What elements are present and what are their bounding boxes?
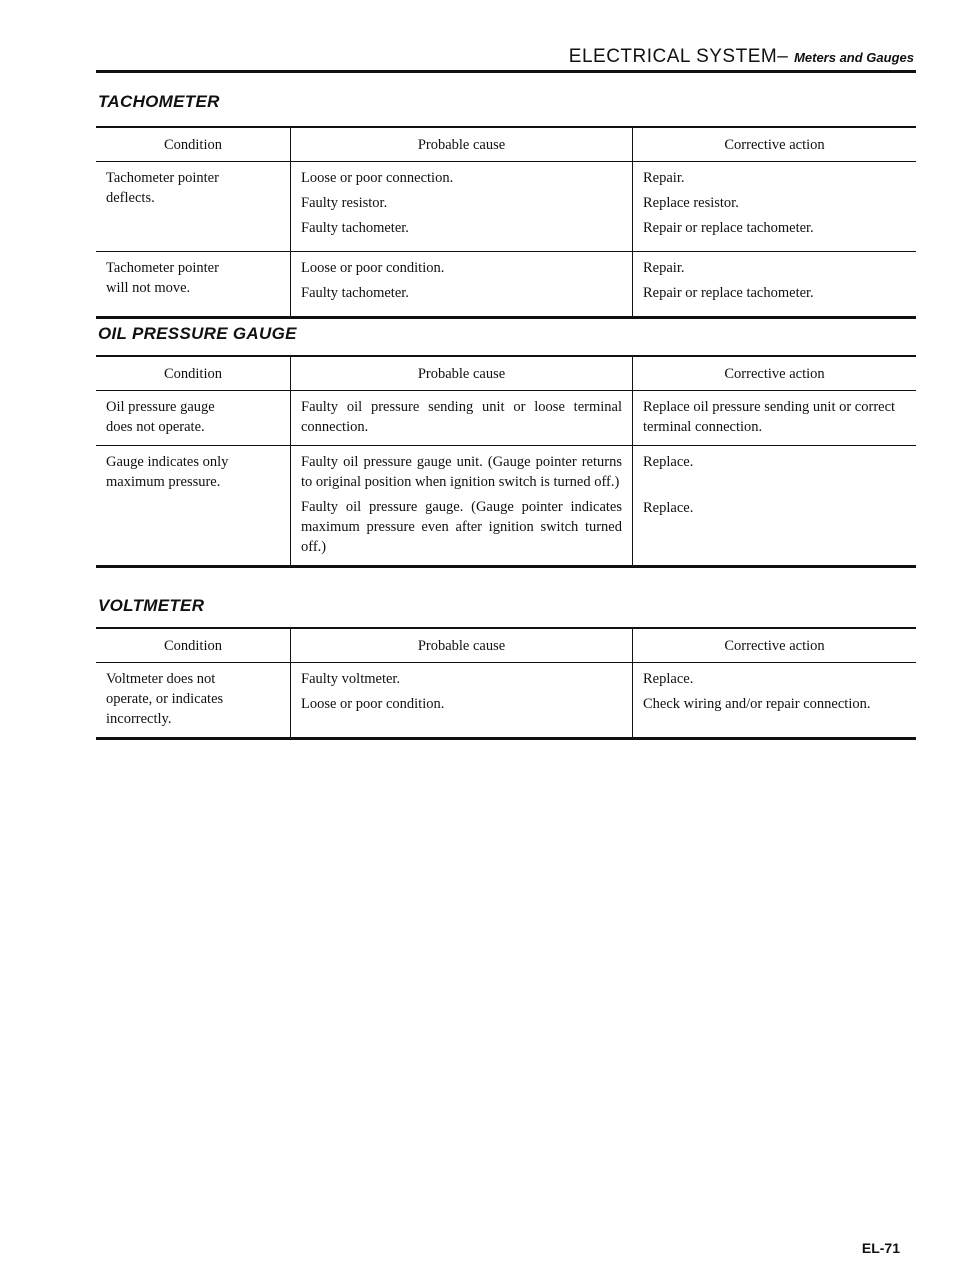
action-text: Replace. [643,671,694,687]
action-text: Replace. [643,500,694,516]
cause-text: Faulty resistor. [301,195,388,211]
header-title: ELECTRICAL SYSTEM [568,46,778,67]
condition-cell [96,446,291,567]
column-header-action: Corrective action [633,628,917,663]
condition-cell [96,252,291,318]
cause-text: Faulty oil pressure sending unit or loose terminal connection. [301,399,622,435]
oil-pressure-title: OIL PRESSURE GAUGE [98,324,297,343]
cause-text: Loose or poor condition. [301,696,445,712]
page-header [96,40,916,73]
table-row [96,391,916,446]
condition-cell [96,162,291,252]
cause-text: Faulty tachometer. [301,220,409,236]
table-row [96,162,916,252]
cause-text: Loose or poor condition. [301,260,445,276]
column-header-action: Corrective action [633,356,917,391]
column-header-condition: Condition [96,628,291,663]
condition-text: does not operate. [106,419,205,435]
condition-text: maximum pressure. [106,474,221,490]
action-text: Repair or replace tachometer. [643,220,814,236]
column-header-action: Corrective action [633,127,917,162]
cause-text: Faulty oil pressure gauge unit. (Gauge pointer returns to original position when ignition switch is turned off.) [301,454,622,490]
condition-text: Tachometer pointer [106,170,219,186]
action-text: Repair. [643,170,685,186]
action-cell [633,663,917,739]
header-dash: – [777,46,789,67]
condition-text: Voltmeter does not [106,671,216,687]
cause-cell [291,162,633,252]
table-header-row [96,628,916,663]
column-header-condition: Condition [96,356,291,391]
action-text: Repair. [643,260,685,276]
action-text: Repair or replace tachometer. [643,285,814,301]
cause-text: Loose or poor connection. [301,170,454,186]
cause-cell [291,663,633,739]
action-cell [633,162,917,252]
page-number: EL-71 [861,1240,900,1256]
tachometer-table [96,126,916,319]
header-text [569,46,914,68]
condition-text: Tachometer pointer [106,260,219,276]
action-text: Replace oil pressure sending unit or correct terminal connection. [643,399,896,435]
action-text: Replace resistor. [643,195,739,211]
column-header-cause: Probable cause [291,628,633,663]
condition-text: deflects. [106,190,155,206]
action-cell [633,446,917,567]
action-text: Check wiring and/or repair connection. [643,696,871,712]
condition-cell [96,663,291,739]
condition-text: will not move. [106,280,191,296]
cause-cell [291,252,633,318]
action-text: Replace. [643,454,694,470]
cause-text: Faulty tachometer. [301,285,409,301]
action-cell [633,252,917,318]
condition-text: operate, or indicates [106,691,224,707]
header-subtitle: Meters and Gauges [794,50,914,65]
condition-text: Gauge indicates only [106,454,229,470]
voltmeter-table [96,627,916,740]
oil-pressure-table [96,355,916,568]
column-header-cause: Probable cause [291,127,633,162]
condition-text: incorrectly. [106,711,172,727]
table-header-row [96,356,916,391]
table-row [96,446,916,567]
action-cell [633,391,917,446]
table-header-row [96,127,916,162]
voltmeter-title: VOLTMETER [98,596,205,615]
column-header-condition: Condition [96,127,291,162]
condition-text: Oil pressure gauge [106,399,215,415]
tachometer-title: TACHOMETER [98,92,220,111]
column-header-cause: Probable cause [291,356,633,391]
table-row [96,663,916,739]
condition-cell [96,391,291,446]
cause-text: Faulty voltmeter. [301,671,401,687]
cause-text: Faulty oil pressure gauge. (Gauge pointer indicates maximum pressure even after ignition switch turned off.) [301,499,622,555]
table-row [96,252,916,318]
cause-cell [291,391,633,446]
cause-cell [291,446,633,567]
